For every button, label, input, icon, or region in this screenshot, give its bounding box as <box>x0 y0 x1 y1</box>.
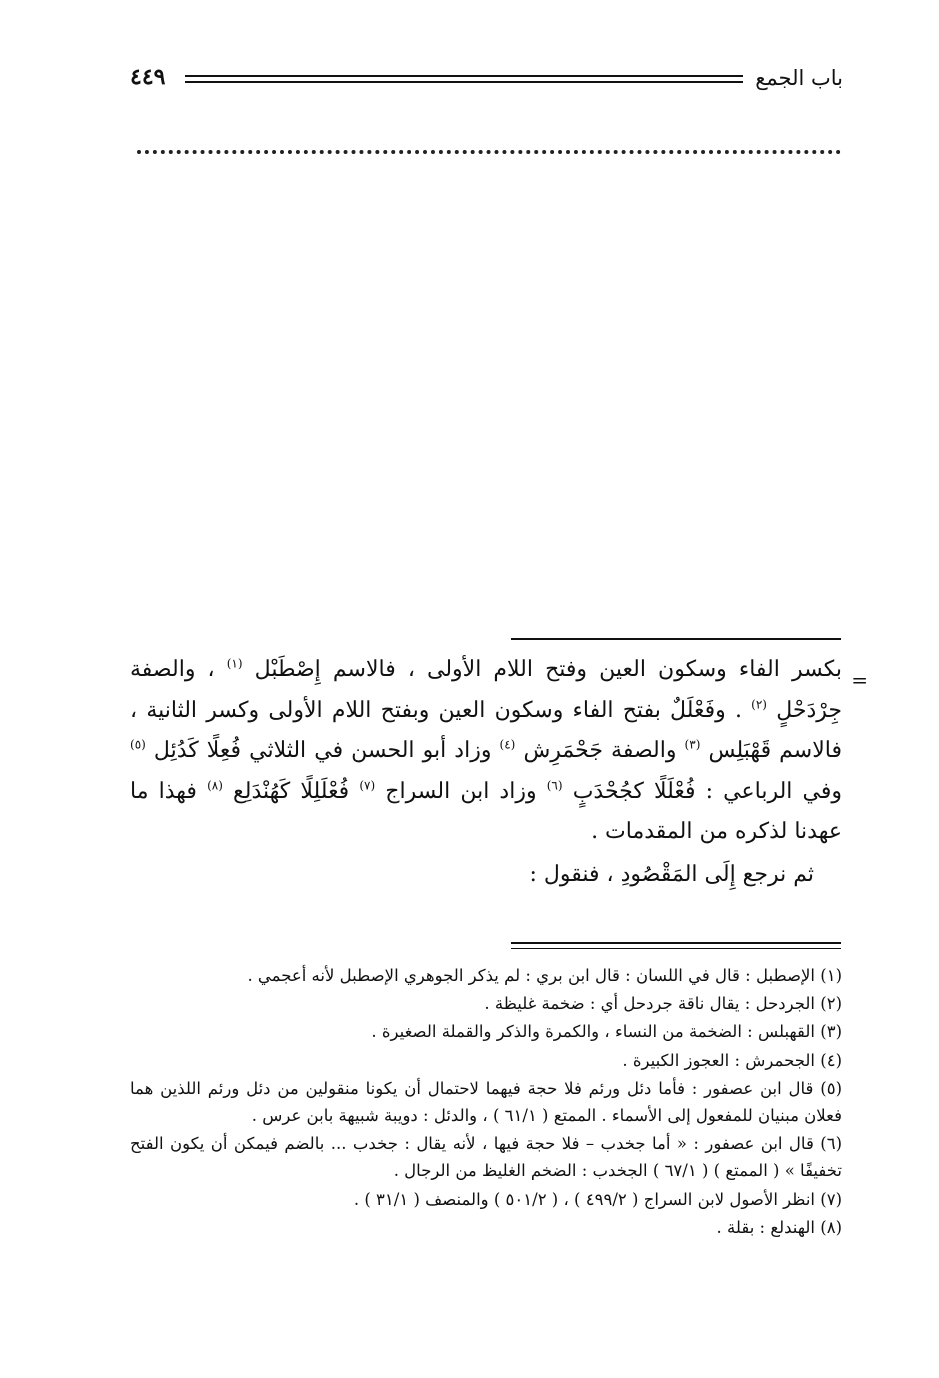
footnote-ref-8[interactable]: (٨) <box>207 778 223 793</box>
footnote-rule <box>511 942 841 949</box>
footnote-text: الهندلع : بقلة . <box>716 1217 815 1237</box>
footnote-text: الجحمرش : العجوز الكبيرة . <box>622 1050 815 1070</box>
footnote-7 <box>130 1186 842 1213</box>
footnote-text: الجردحل : يقال ناقة جردحل أي : ضخمة غليظة . <box>484 994 815 1014</box>
footnotes <box>130 962 842 1242</box>
footnote-text: قال ابن عصفور : فأما دئل ورئم فلا حجة فيهما لاحتمال أن يكونا منقولين من دئل ورئم اللذين هما فعلان مبنيان للمفعول إلى الأسماء . الممتع ( ٦١/١ ) ، والدئل : دويبة شبيهة بابن عرس . <box>130 1078 842 1126</box>
text-run: وزاد أبو الحسن في الثلاثي فُعِلًا كَدُئِل <box>153 738 500 763</box>
text-run: . وفَعْلَلٌ بفتح الفاء وسكون العين وبفتح اللام الأولى وكسر الثانية ، فالاسم قَهْبَلِس <box>130 697 842 763</box>
running-head: باب الجمع <box>755 66 843 90</box>
paragraph-body <box>130 650 842 853</box>
footnote-text: انظر الأصول لابن السراج ( ٤٩٩/٢ ) ، ( ٥٠١/٢ ) والمنصف ( ٣١/١ ) . <box>353 1189 815 1209</box>
footnote-ref-5[interactable]: (٥) <box>130 737 146 752</box>
footnote-ref-1[interactable]: (١) <box>226 656 243 671</box>
footnote-number: (٦) <box>820 1134 842 1154</box>
footnote-8 <box>130 1214 842 1241</box>
footnote-number: (٣) <box>820 1022 842 1042</box>
text-run: والصفة جَحْمَرِش <box>523 738 685 763</box>
main-paragraph <box>130 650 868 853</box>
footnote-text: قال ابن عصفور : « أما جخدب – فلا حجة فيها ، لأنه يقال : جخدب ... بالضم فيمكن أن يكون الفتح تخفيفًا » ( الممتع ) ( ٦٧/١ ) الجخدب : الضخم الغليظ من الرجال . <box>130 1134 842 1181</box>
text-run: ، والصفة جِرْدَحْلٍ <box>130 657 842 723</box>
footnote-4 <box>130 1047 842 1074</box>
footnote-ref-4[interactable]: (٤) <box>499 737 516 752</box>
footnote-ref-7[interactable]: (٧) <box>359 778 376 793</box>
footnote-number: (٨) <box>820 1217 842 1237</box>
text-run: وزاد ابن السراج <box>385 778 547 804</box>
footnote-6 <box>130 1130 842 1184</box>
footnote-number: (٥) <box>820 1078 842 1098</box>
footnote-3 <box>130 1018 842 1045</box>
page-header <box>130 64 843 104</box>
main-text <box>130 650 868 897</box>
page-number: ٤٤٩ <box>130 64 166 90</box>
text-run: فهذا ما عهدنا لذكره من المقدمات . <box>130 778 842 844</box>
text-run: بكسر الفاء وسكون العين وفتح اللام الأولى ، فالاسم إِصْطَبْل <box>254 657 842 682</box>
footnote-1 <box>130 962 842 989</box>
text-run: وفي الرباعي : فُعْلَلًا كجُحْدَبٍ <box>572 778 843 804</box>
footnote-number: (٧) <box>820 1189 842 1209</box>
footnote-number: (٢) <box>820 994 842 1014</box>
continuation-rule <box>511 638 841 640</box>
header-rule <box>185 75 743 83</box>
footnote-2 <box>130 990 842 1017</box>
footnote-5 <box>130 1075 842 1129</box>
footnote-number: (٤) <box>820 1050 842 1070</box>
footnote-ref-6[interactable]: (٦) <box>546 778 563 793</box>
text-run: فُعْلَلِلًا كَهُنْدَلِع <box>233 778 360 804</box>
dotted-separator <box>137 150 841 154</box>
footnote-text: القهبلس : الضخمة من النساء ، والكمرة والذكر والقملة الصغيرة . <box>371 1022 815 1042</box>
footnote-ref-2[interactable]: (٢) <box>751 697 767 712</box>
footnote-text: الإصطبل : قال في اللسان : قال ابن بري : لم يذكر الجوهري الإصطبل لأنه أعجمي . <box>247 966 815 985</box>
closing-line: ثم نرجع إِلَى المَقْصُودِ ، فنقول : <box>529 861 814 887</box>
footnote-number: (١) <box>820 966 842 985</box>
continuation-mark: = <box>851 668 868 692</box>
footnote-ref-3[interactable]: (٣) <box>684 737 701 752</box>
